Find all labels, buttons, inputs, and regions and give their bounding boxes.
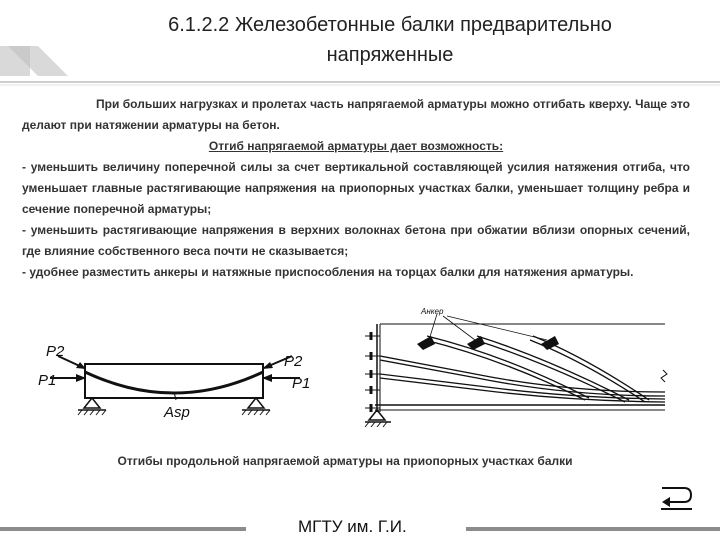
label-p1-right: P1: [292, 375, 311, 392]
paragraph-item-1: - уменьшить величину поперечной силы за счет вертикальной составляющей усилия натяжения отгиба, что уменьшает главные растягивающие напряжения на приопорных участках балки, уменьшает толщину ребра и сечение поперечной арматуры;: [22, 160, 690, 216]
anchor-leader: [429, 314, 437, 340]
break-line: [661, 370, 667, 382]
label-p1-left: P1: [38, 372, 57, 389]
page-title: [70, 10, 710, 70]
title-line-1: 6.1.2.2 Железобетонные балки предварительно: [168, 14, 612, 36]
support-right: [242, 398, 270, 415]
footer-bar-left: [0, 527, 246, 531]
footer-bar-right: [466, 527, 720, 531]
body-text: [22, 94, 690, 283]
bent-tendons-figure: [355, 300, 675, 435]
title-line-2: напряженные: [326, 44, 454, 66]
support-right-figure: [365, 410, 391, 427]
label-p2-right: P2: [284, 353, 303, 370]
paragraph-heading: Отгиб напрягаемой арматуры дает возможность:: [208, 139, 504, 153]
paragraph-intro: При больших нагрузках и пролетах часть напрягаемой арматуры можно отгибать кверху. Чаще это делают при натяжении арматуры на бетон.: [22, 97, 690, 132]
paragraph-item-2: - уменьшить растягивающие напряжения в верхних волокнах бетона при обжатии вблизи опорных сечений, где влияние собственного веса почти не сказывается;: [22, 223, 690, 258]
paragraph-item-3: - удобнее разместить анкеры и натяжные приспособления на торцах балки для натяжения арматуры.: [22, 265, 634, 279]
label-p2-left: P2: [46, 343, 65, 360]
return-arrow-icon[interactable]: [658, 482, 694, 512]
footer-text: МГТУ им. Г.И.: [298, 517, 407, 536]
corner-decoration: [0, 0, 80, 80]
support-left: [78, 398, 106, 415]
header-divider: [0, 80, 720, 88]
tendon-curve: [85, 372, 263, 393]
figure-caption: Отгибы продольной напрягаемой арматуры на приопорных участках балки: [117, 454, 573, 468]
beam-tendon-figure: [30, 338, 320, 423]
label-asp: Asp: [164, 404, 190, 421]
label-anchor: Анкер: [421, 307, 444, 316]
